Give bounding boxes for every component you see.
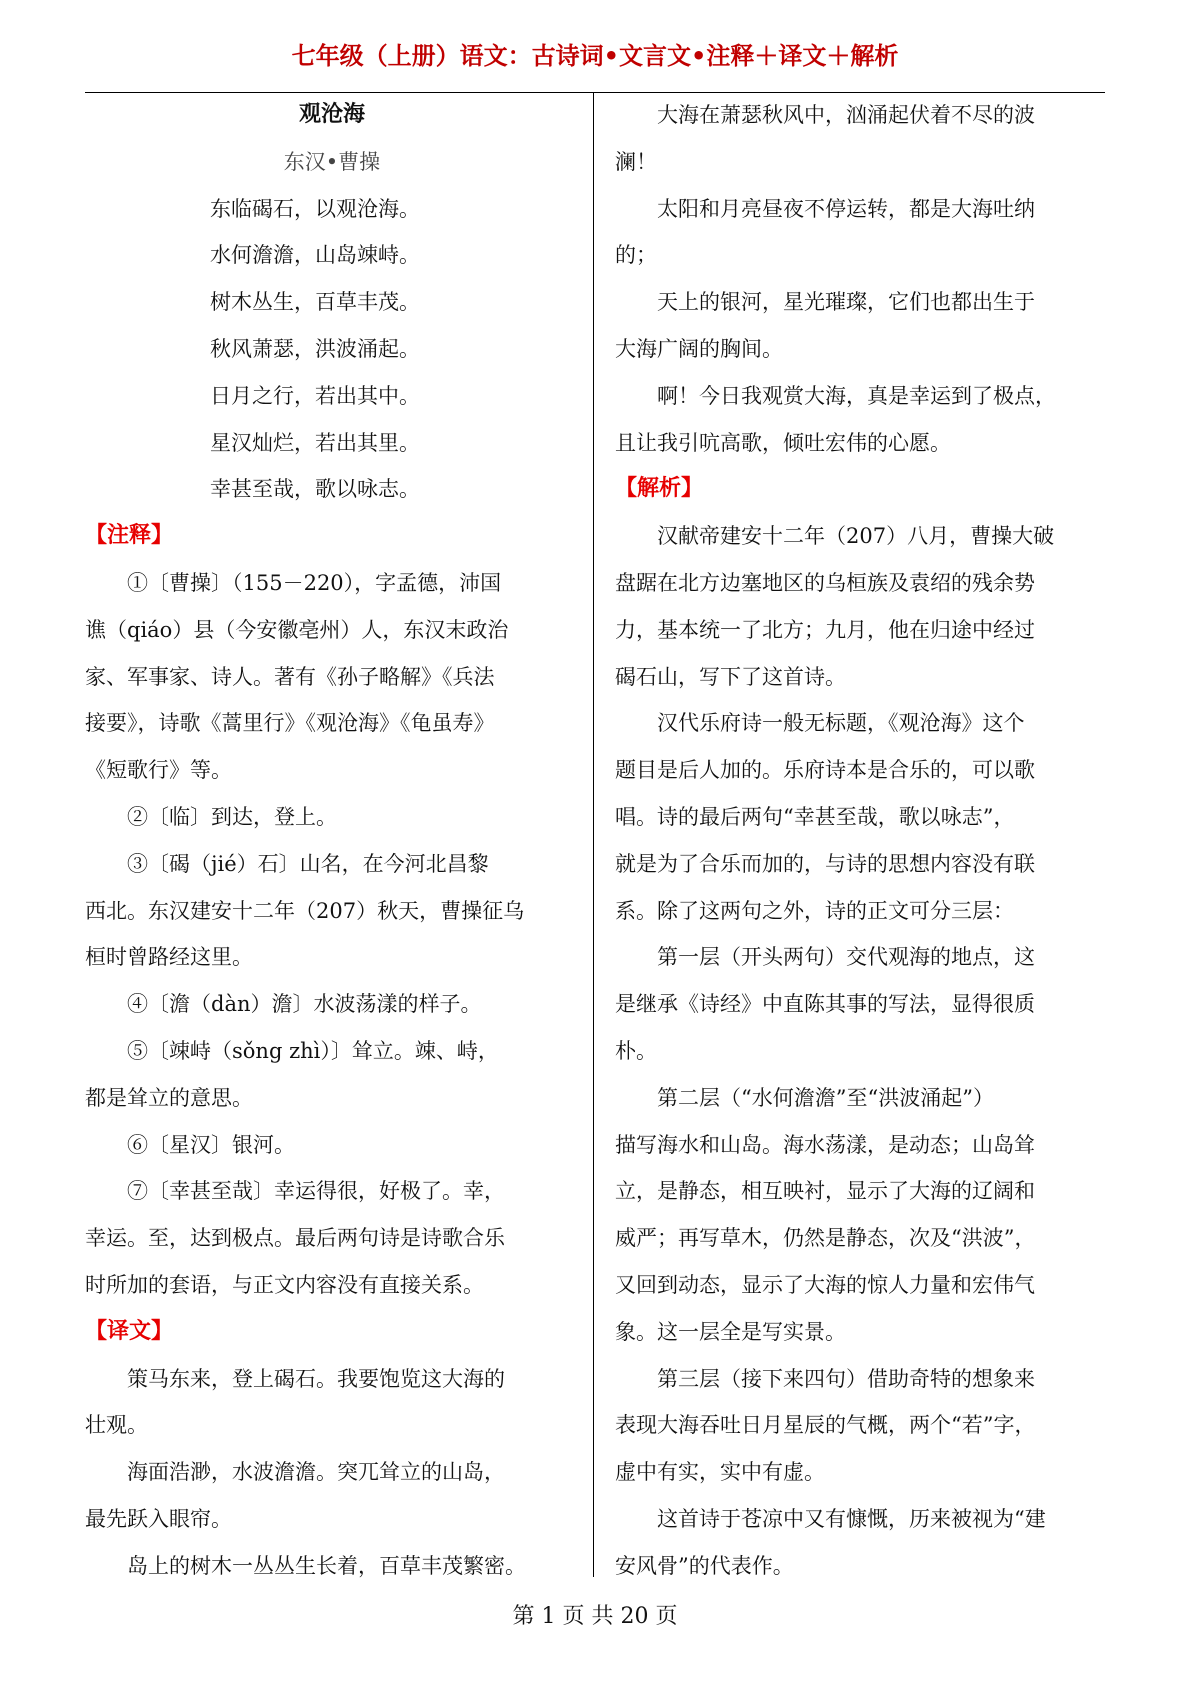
note-line: ⑥〔星汉〕银河。 xyxy=(127,1132,295,1157)
analysis-line: 力，基本统一了北方；九月，他在归途中经过 xyxy=(615,617,1035,642)
note-line: 《短歌行》等。 xyxy=(85,758,232,783)
note-line: 时所加的套语，与正文内容没有直接关系。 xyxy=(85,1272,484,1297)
translation-line: 策马东来，登上碣石。我要饱览这大海的 xyxy=(127,1366,505,1391)
analysis-line: 安风骨”的代表作。 xyxy=(615,1553,794,1578)
analysis-line: 碣石山，写下了这首诗。 xyxy=(615,664,846,689)
note-line: 幸运。至，达到极点。最后两句诗是诗歌合乐 xyxy=(85,1226,505,1251)
note-line: 接要》，诗歌《蒿里行》《观沧海》《龟虽寿》 xyxy=(85,711,495,736)
analysis-line: 唱。诗的最后两句“幸甚至哉，歌以咏志”， xyxy=(615,804,1015,829)
analysis-heading: 【解析】 xyxy=(615,476,704,502)
note-line: 桓时曾路经这里。 xyxy=(85,945,253,970)
analysis-line: 描写海水和山岛。海水荡漾，是动态；山岛耸 xyxy=(615,1132,1035,1157)
page-number: 第 1 页 共 20 页 xyxy=(512,1604,678,1629)
translation-heading: 【译文】 xyxy=(85,1318,174,1344)
note-line: ①〔曹操〕（155－220），字孟德，沛国 xyxy=(127,570,502,595)
analysis-line: 这首诗于苍凉中又有慷慨，历来被视为“建 xyxy=(657,1506,1046,1531)
note-line: ④〔澹（dàn）澹〕水波荡漾的样子。 xyxy=(127,992,482,1017)
note-line: ⑤〔竦峙（sǒng zhì）〕耸立。竦、峙， xyxy=(127,1038,499,1063)
poem-line: 树木丛生，百草丰茂。 xyxy=(210,290,420,315)
notes-heading: 【注释】 xyxy=(85,523,174,549)
analysis-line: 第一层（开头两句）交代观海的地点，这 xyxy=(657,945,1035,970)
poem-line: 秋风萧瑟，洪波涌起。 xyxy=(210,336,420,361)
analysis-line: 又回到动态，显示了大海的惊人力量和宏伟气 xyxy=(615,1272,1035,1297)
poem-line: 东临碣石，以观沧海。 xyxy=(210,196,420,221)
poem-line: 幸甚至哉，歌以咏志。 xyxy=(210,477,420,502)
note-line: 都是耸立的意思。 xyxy=(85,1085,253,1110)
analysis-line: 朴。 xyxy=(615,1038,657,1063)
analysis-line: 就是为了合乐而加的，与诗的思想内容没有联 xyxy=(615,851,1035,876)
translation-line: 岛上的树木一丛丛生长着，百草丰茂繁密。 xyxy=(127,1553,526,1578)
note-line: ③〔碣（jié）石〕山名，在今河北昌黎 xyxy=(127,851,489,876)
translation-line: 澜！ xyxy=(615,149,657,174)
translation-line: 壮观。 xyxy=(85,1413,148,1438)
analysis-line: 系。除了这两句之外，诗的正文可分三层： xyxy=(615,898,1014,923)
poem-line: 日月之行，若出其中。 xyxy=(210,383,420,408)
translation-line: 啊！今日我观赏大海，真是幸运到了极点， xyxy=(657,383,1056,408)
translation-line: 最先跃入眼帘。 xyxy=(85,1506,232,1531)
note-line: 谯（qiáo）县（今安徽亳州）人，东汉末政治 xyxy=(85,617,509,642)
column-divider xyxy=(593,92,594,1577)
translation-line: 大海广阔的胸间。 xyxy=(615,336,783,361)
right-column xyxy=(615,92,1105,1590)
analysis-line: 虚中有实，实中有虚。 xyxy=(615,1460,825,1485)
analysis-line: 第二层（“水何澹澹”至“洪波涌起”） xyxy=(657,1085,994,1110)
analysis-line: 表现大海吞吐日月星辰的气概，两个“若”字， xyxy=(615,1413,1036,1438)
note-line: 西北。东汉建安十二年（207）秋天，曹操征乌 xyxy=(85,898,525,923)
analysis-line: 题目是后人加的。乐府诗本是合乐的，可以歌 xyxy=(615,758,1035,783)
translation-line: 的； xyxy=(615,243,657,268)
poem-line: 水何澹澹，山岛竦峙。 xyxy=(210,243,420,268)
poem-title: 观沧海 xyxy=(298,102,365,127)
analysis-line: 盘踞在北方边塞地区的乌桓族及袁绍的残余势 xyxy=(615,570,1035,595)
translation-line: 海面浩渺，水波澹澹。突兀耸立的山岛， xyxy=(127,1460,505,1485)
analysis-line: 第三层（接下来四句）借助奇特的想象来 xyxy=(657,1366,1035,1391)
left-column xyxy=(85,92,579,1590)
note-line: 家、军事家、诗人。著有《孙子略解》《兵法 xyxy=(85,664,495,689)
note-line: ⑦〔幸甚至哉〕幸运得很，好极了。幸， xyxy=(127,1179,505,1204)
translation-line: 且让我引吭高歌，倾吐宏伟的心愿。 xyxy=(615,430,951,455)
analysis-line: 是继承《诗经》中直陈其事的写法，显得很质 xyxy=(615,992,1035,1017)
poem-line: 星汉灿烂，若出其里。 xyxy=(210,430,420,455)
analysis-line: 汉献帝建安十二年（207）八月，曹操大破 xyxy=(657,524,1055,549)
note-line: ②〔临〕到达，登上。 xyxy=(127,804,337,829)
analysis-line: 威严；再写草木，仍然是静态，次及“洪波”， xyxy=(615,1226,1036,1251)
poem-author: 东汉•曹操 xyxy=(283,149,381,174)
document-header: 七年级（上册）语文：古诗词•文言文•注释＋译文＋解析 xyxy=(291,42,899,70)
analysis-line: 汉代乐府诗一般无标题，《观沧海》这个 xyxy=(657,711,1025,736)
translation-line: 大海在萧瑟秋风中，汹涌起伏着不尽的波 xyxy=(657,103,1035,127)
translation-line: 太阳和月亮昼夜不停运转，都是大海吐纳 xyxy=(657,196,1035,221)
translation-line: 天上的银河，星光璀璨，它们也都出生于 xyxy=(657,290,1035,315)
analysis-line: 立，是静态，相互映衬，显示了大海的辽阔和 xyxy=(615,1179,1035,1204)
analysis-line: 象。这一层全是写实景。 xyxy=(615,1319,846,1344)
